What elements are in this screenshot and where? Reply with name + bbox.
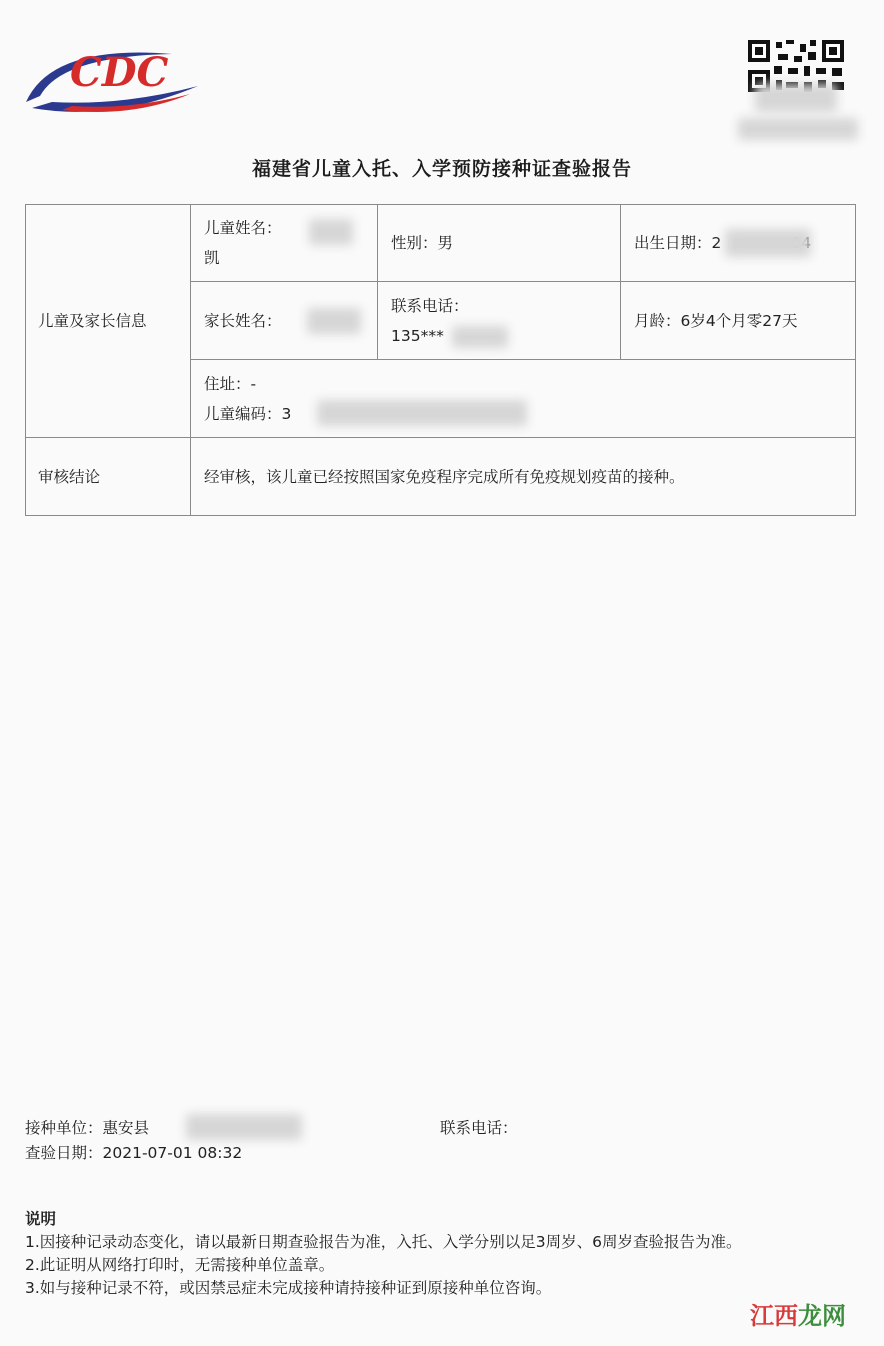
redacted-area (309, 219, 353, 245)
redacted-area (317, 400, 527, 426)
svg-text:CDC: CDC (70, 49, 169, 96)
unit-value: 惠安县 (102, 1119, 150, 1137)
redacted-area (738, 118, 858, 140)
result-text: 经审核，该儿童已经按照国家免疫程序完成所有免疫规划疫苗的接种。 (191, 438, 856, 516)
check-date-line (25, 1141, 242, 1163)
birth-date-head: 2 (711, 234, 722, 252)
note-item: 3.如与接种记录不符，或因禁忌症未完成接种请持接种证到原接种单位咨询。 (25, 1279, 552, 1297)
unit-line (25, 1116, 149, 1138)
note-item: 2.此证明从网络打印时，无需接种单位盖章。 (25, 1256, 335, 1274)
child-name-label: 儿童姓名： (204, 219, 282, 237)
watermark-part1: 江西 (750, 1302, 798, 1330)
section-label-info: 儿童及家长信息 (26, 205, 191, 438)
note-item: 1.因接种记录动态变化，请以最新日期查验报告为准，入托、入学分别以足3周岁、6周岁查验报告为准。 (25, 1233, 742, 1251)
age-cell: 月龄：6岁4个月零27天 (621, 282, 856, 360)
child-name-tail: 凯 (204, 249, 220, 267)
birth-date-cell (621, 205, 856, 282)
cdc-logo (22, 38, 218, 118)
redacted-area (725, 229, 811, 257)
address-code-cell (191, 360, 856, 438)
phone-value: 135*** (391, 326, 444, 345)
watermark (750, 1296, 846, 1331)
unit-phone-label: 联系电话： (440, 1119, 518, 1137)
gender-cell: 性别：男 (378, 205, 621, 282)
parent-name-cell (191, 282, 378, 360)
address: 住址：- (204, 374, 257, 393)
unit-label: 接种单位： (25, 1119, 103, 1137)
birth-date-label: 出生日期： (634, 234, 712, 252)
section-label-result: 审核结论 (26, 438, 191, 516)
redacted-area (307, 308, 361, 334)
child-code-label: 儿童编码： (204, 404, 282, 423)
child-name-cell (191, 205, 378, 282)
report-table (25, 204, 856, 516)
phone-cell (378, 282, 621, 360)
check-date-value: 2021-07-01 08:32 (102, 1144, 243, 1162)
notes-heading: 说明 (25, 1210, 57, 1228)
redacted-area (452, 326, 508, 348)
report-title: 福建省儿童入托、入学预防接种证查验报告 (251, 158, 632, 180)
child-code-head: 3 (281, 404, 292, 423)
notes (25, 1208, 855, 1300)
phone-label: 联系电话： (391, 296, 469, 315)
check-date-label: 查验日期： (25, 1144, 103, 1162)
redacted-area (755, 84, 837, 112)
parent-name-label: 家长姓名： (204, 311, 282, 330)
watermark-part2: 龙网 (798, 1302, 846, 1330)
redacted-area (186, 1114, 302, 1140)
